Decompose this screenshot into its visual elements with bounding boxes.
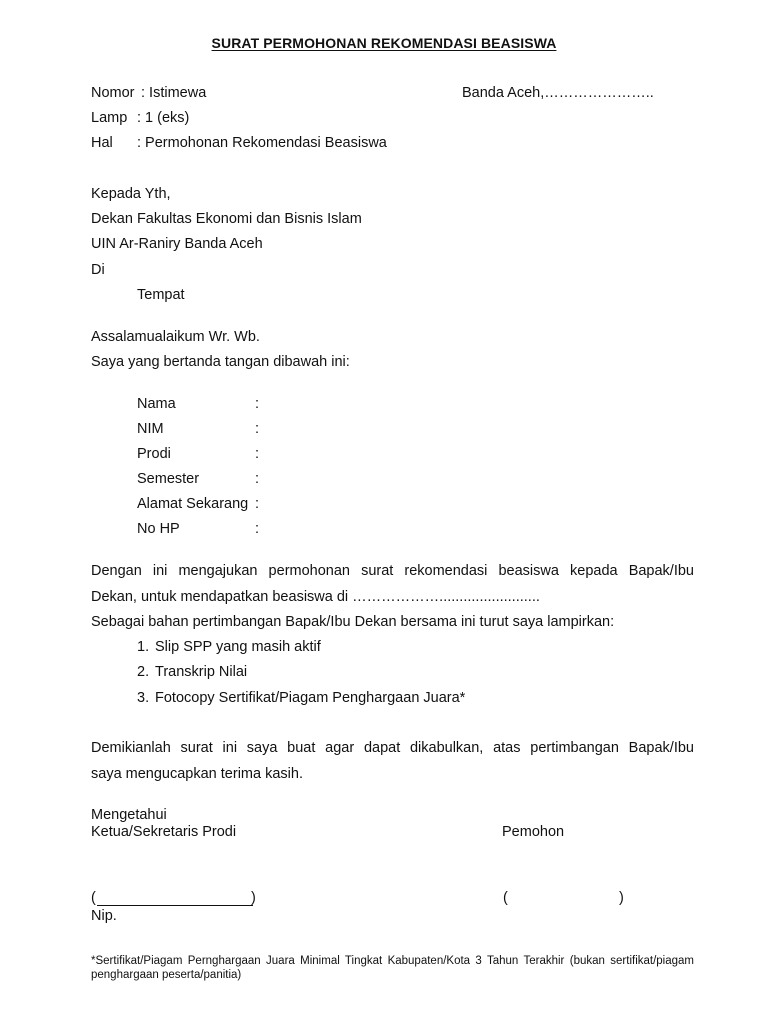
closing-line: saya mengucapkan terima kasih. <box>91 766 303 782</box>
attachment-number: 3. <box>137 690 150 706</box>
sign-left-underline <box>97 905 253 906</box>
field-colon: : <box>255 496 260 512</box>
body-paragraph-line: Sebagai bahan pertimbangan Bapak/Ibu Dekan bersama ini turut saya lampirkan: <box>91 614 615 630</box>
sign-left-role: Ketua/Sekretaris Prodi <box>91 824 237 840</box>
sign-right-close-paren: ) <box>619 890 624 906</box>
field-label: Alamat Sekarang <box>137 496 249 512</box>
field-label: No HP <box>137 521 180 537</box>
attachment-item: Transkrip Nilai <box>155 664 248 680</box>
field-label: Prodi <box>137 446 171 462</box>
attachment-item: Slip SPP yang masih aktif <box>155 639 321 655</box>
recipient-line: Di <box>91 262 105 278</box>
sign-right-open-paren: ( <box>503 890 508 906</box>
hal-value: : Permohonan Rekomendasi Beasiswa <box>137 135 387 151</box>
letter-title: SURAT PERMOHONAN REKOMENDASI BEASISWA <box>211 35 557 51</box>
field-label: NIM <box>137 421 164 437</box>
sign-left-heading: Mengetahui <box>91 807 167 823</box>
greeting: Assalamualaikum Wr. Wb. <box>91 329 260 345</box>
attachment-number: 1. <box>137 639 150 655</box>
sign-right-role: Pemohon <box>502 824 565 840</box>
recipient-line: Dekan Fakultas Ekonomi dan Bisnis Islam <box>91 211 362 227</box>
nomor-label: Nomor <box>91 85 135 101</box>
recipient-line: Kepada Yth, <box>91 186 171 202</box>
body-paragraph-line: Dengan ini mengajukan permohonan surat rekomendasi beasiswa kepada Bapak/Ibu <box>91 563 694 579</box>
field-colon: : <box>255 421 260 437</box>
field-colon: : <box>255 446 260 462</box>
field-colon: : <box>255 396 260 412</box>
recipient-line: Tempat <box>137 287 185 303</box>
attachment-number: 2. <box>137 664 150 680</box>
place-date: Banda Aceh,………………….. <box>462 85 654 101</box>
field-colon: : <box>255 471 260 487</box>
lamp-label: Lamp <box>91 110 128 126</box>
body-paragraph-line: Dekan, untuk mendapatkan beasiswa di ………………......................... <box>91 589 540 605</box>
sign-left-close-paren: ) <box>251 890 256 906</box>
hal-label: Hal <box>91 135 113 151</box>
nip-label: Nip. <box>91 908 117 924</box>
nomor-value: : Istimewa <box>141 85 207 101</box>
field-label: Semester <box>137 471 200 487</box>
intro-text: Saya yang bertanda tangan dibawah ini: <box>91 354 350 370</box>
field-label: Nama <box>137 396 176 412</box>
recipient-line: UIN Ar-Raniry Banda Aceh <box>91 236 263 252</box>
closing-line: Demikianlah surat ini saya buat agar dapat dikabulkan, atas pertimbangan Bapak/Ibu <box>91 740 694 756</box>
field-colon: : <box>255 521 260 537</box>
footnote: *Sertifikat/Piagam Pernghargaan Juara Minimal Tingkat Kabupaten/Kota 3 Tahun Terakhir (bukan sertifikat/piagam penghargaan peserta/panitia) <box>91 955 694 981</box>
sign-left-open-paren: ( <box>91 890 96 906</box>
attachment-item: Fotocopy Sertifikat/Piagam Penghargaan Juara* <box>155 690 466 706</box>
lamp-value: : 1 (eks) <box>137 110 190 126</box>
